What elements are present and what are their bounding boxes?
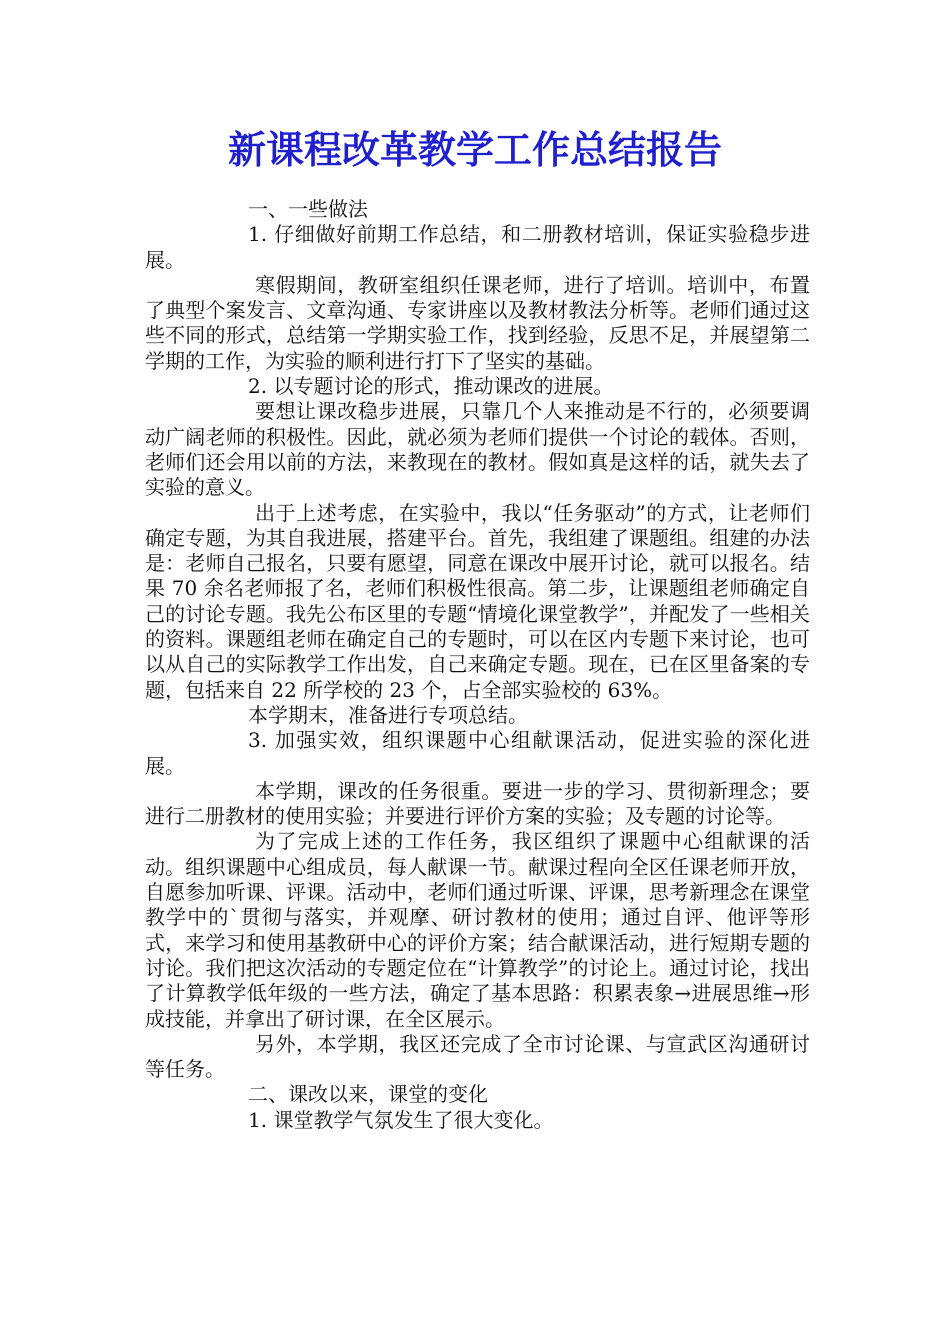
subheading-4: 1. 课堂教学气氛发生了很大变化。	[248, 1107, 554, 1132]
paragraph: 要想让课改稳步进展，只靠几个人来推动是不行的，必须要调动广阔老师的积极性。因此，就必须为老师们提供一个讨论的载体。否则，老师们还会用以前的方法，来教现在的教材。假如真是这样的话，就失去了实验的意义。	[145, 399, 810, 500]
section-heading-2: 二、课改以来，课堂的变化	[248, 1082, 488, 1107]
paragraph: 出于上述考虑，在实验中，我以“任务驱动”的方式，让老师们确定专题，为其自我进展，搭建平台。首先，我组建了课题组。组建的办法是：老师自己报名，只要有愿望，同意在课改中展开讨论，就可以报名。结果 70 余名老师报了名，老师们积极性很高。第二步，让课题组老师确定自己的讨论专题。我先公布区里的专题“情境化课堂教学”，并配发了一些相关的资料。课题组老师在确定自己的专题时，可以在区内专题下来讨论，也可以从自己的实际教学工作出发，自己来确定专题。现在，已在区里备案的专题，包括来自 22 所学校的 23 个，占全部实验校的 63%。	[145, 500, 810, 702]
subheading-3: 3. 加强实效，组织课题中心组献课活动，促进实验的深化进展。	[145, 728, 810, 778]
paragraph: 寒假期间，教研室组织任课老师，进行了培训。培训中，布置了典型个案发言、文章沟通、专家讲座以及教材教法分析等。老师们通过这些不同的形式，总结第一学期实验工作，找到经验，反思不足，并展望第二学期的工作，为实验的顺利进行打下了坚实的基础。	[145, 272, 810, 373]
section-heading-1: 一、一些做法	[248, 197, 368, 221]
document-body	[145, 197, 810, 1133]
paragraph: 为了完成上述的工作任务，我区组织了课题中心组献课的活动。组织课题中心组成员，每人献课一节。献课过程向全区任课老师开放，自愿参加听课、评课。活动中，老师们通过听课、评课，思考新理念在课堂教学中的`贯彻与落实，并观摩、研讨教材的使用；通过自评、他评等形式，来学习和使用基教研中心的评价方案；结合献课活动，进行短期专题的讨论。我们把这次活动的专题定位在“计算教学”的讨论上。通过讨论，找出了计算教学低年级的一些方法，确定了基本思路：积累表象→进展思维→形成技能，并拿出了研讨课，在全区展示。	[145, 829, 810, 1031]
paragraph: 本学期，课改的任务很重。要进一步的学习、贯彻新理念；要进行二册教材的使用实验；并要进行评价方案的实验；及专题的讨论等。	[145, 778, 810, 829]
subheading-2: 2. 以专题讨论的形式，推动课改的进展。	[248, 374, 614, 399]
document-title: 新课程改革教学工作总结报告	[227, 127, 722, 172]
paragraph: 本学期末，准备进行专项总结。	[248, 702, 528, 727]
subheading-1: 1. 仔细做好前期工作总结，和二册教材培训，保证实验稳步进展。	[145, 222, 810, 272]
paragraph: 另外，本学期，我区还完成了全市讨论课、与宣武区沟通研讨等任务。	[145, 1031, 810, 1082]
